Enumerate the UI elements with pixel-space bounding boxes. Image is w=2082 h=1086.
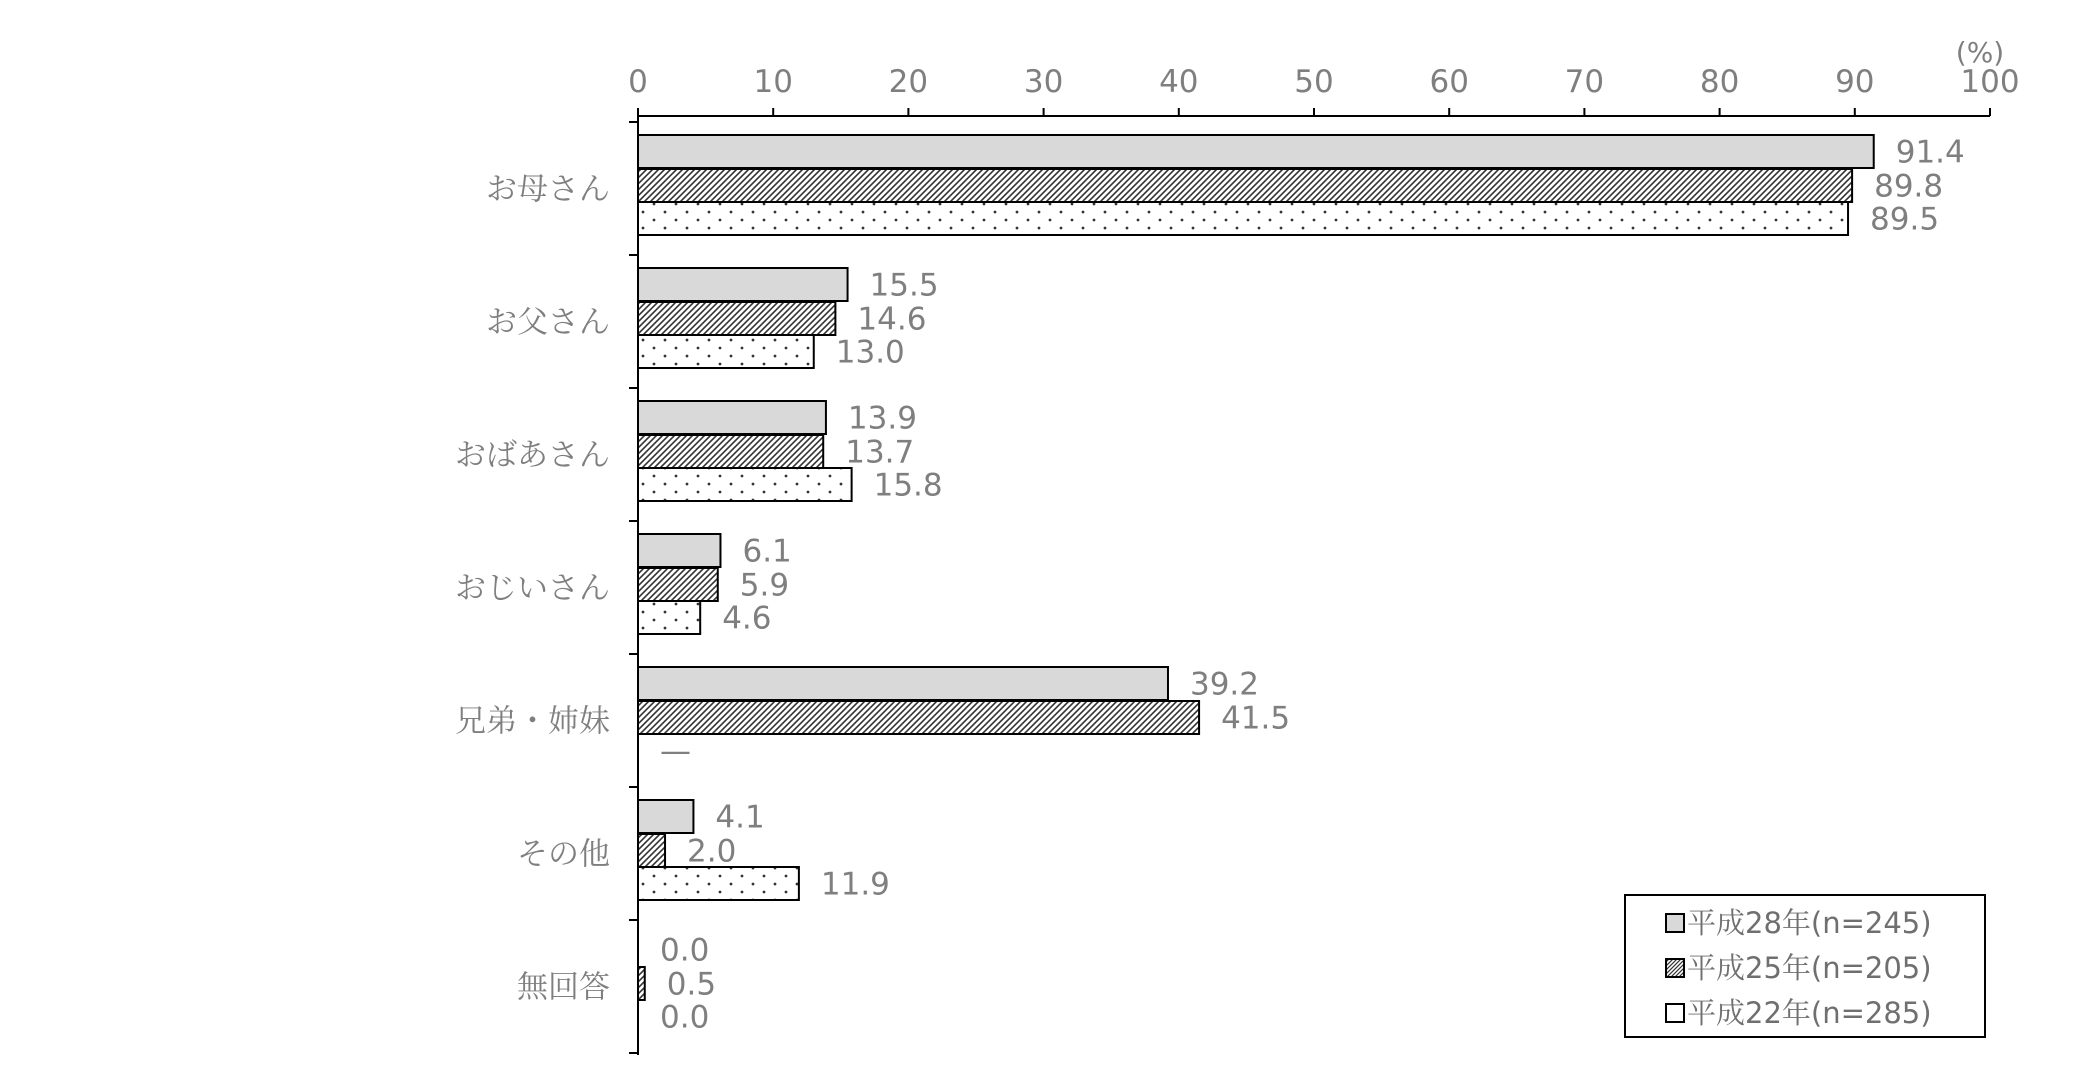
data-label: 2.0 [687, 833, 737, 870]
x-tick-label: 10 [753, 64, 793, 100]
data-label: 6.1 [742, 533, 792, 570]
bar [638, 335, 814, 368]
data-label: 89.8 [1874, 168, 1944, 205]
data-label: 0.0 [660, 932, 710, 969]
data-label: 11.9 [820, 866, 890, 903]
category-label: おばあさん [455, 437, 610, 474]
x-tick-label: 60 [1429, 64, 1469, 100]
legend-label: 平成22年(n=285) [1687, 996, 1932, 1030]
data-label: 5.9 [739, 567, 790, 604]
legend-swatch [1666, 1004, 1684, 1022]
x-tick-label: 40 [1159, 64, 1199, 100]
legend-label: 平成25年(n=205) [1687, 951, 1932, 985]
category-label: 無回答 [517, 969, 610, 1006]
bar [638, 435, 823, 468]
bar [638, 800, 693, 833]
data-label: 0.0 [660, 999, 710, 1036]
x-axis-unit: (%) [1955, 36, 2005, 69]
data-label: 13.0 [835, 334, 905, 371]
data-label: 13.9 [847, 400, 917, 437]
bar [638, 202, 1848, 235]
x-tick-label: 0 [628, 64, 648, 100]
bar [638, 534, 720, 567]
bar [638, 701, 1199, 734]
bar [638, 667, 1168, 700]
category-label: おじいさん [455, 570, 610, 607]
category-label: 兄弟・姉妹 [455, 703, 610, 740]
x-tick-label: 50 [1294, 64, 1334, 100]
chart-legend [1625, 895, 1985, 1037]
data-label: — [660, 733, 691, 770]
data-label: 15.8 [873, 467, 943, 504]
data-label: 39.2 [1189, 666, 1260, 703]
data-label: 4.1 [715, 799, 765, 836]
category-label: お父さん [486, 304, 610, 341]
x-tick-label: 90 [1835, 64, 1875, 100]
data-label: 13.7 [845, 434, 915, 471]
data-label: 0.5 [666, 966, 717, 1003]
bar [638, 867, 799, 900]
bar [638, 601, 700, 634]
x-tick-label: 80 [1699, 64, 1740, 100]
category-label: その他 [517, 836, 610, 873]
data-label: 4.6 [722, 600, 772, 637]
bar [638, 302, 835, 335]
data-label: 41.5 [1221, 700, 1291, 737]
legend-swatch [1666, 914, 1684, 932]
x-tick-label: 100 [1960, 64, 2020, 100]
data-label: 91.4 [1895, 134, 1965, 171]
x-tick-label: 30 [1023, 64, 1064, 100]
legend-swatch [1666, 959, 1684, 977]
x-tick-label: 20 [888, 64, 929, 100]
x-tick-label: 70 [1564, 64, 1605, 100]
legend-label: 平成28年(n=245) [1687, 906, 1932, 940]
data-label: 89.5 [1870, 201, 1940, 238]
bar [638, 169, 1852, 202]
category-label: お母さん [486, 171, 610, 208]
data-label: 14.6 [857, 301, 927, 338]
data-label: 15.5 [869, 267, 939, 304]
bar [638, 135, 1874, 168]
bar [638, 468, 852, 501]
bar [638, 568, 718, 601]
bar [638, 834, 665, 867]
bar [638, 967, 645, 1000]
bar [638, 401, 826, 434]
bar [638, 268, 848, 301]
